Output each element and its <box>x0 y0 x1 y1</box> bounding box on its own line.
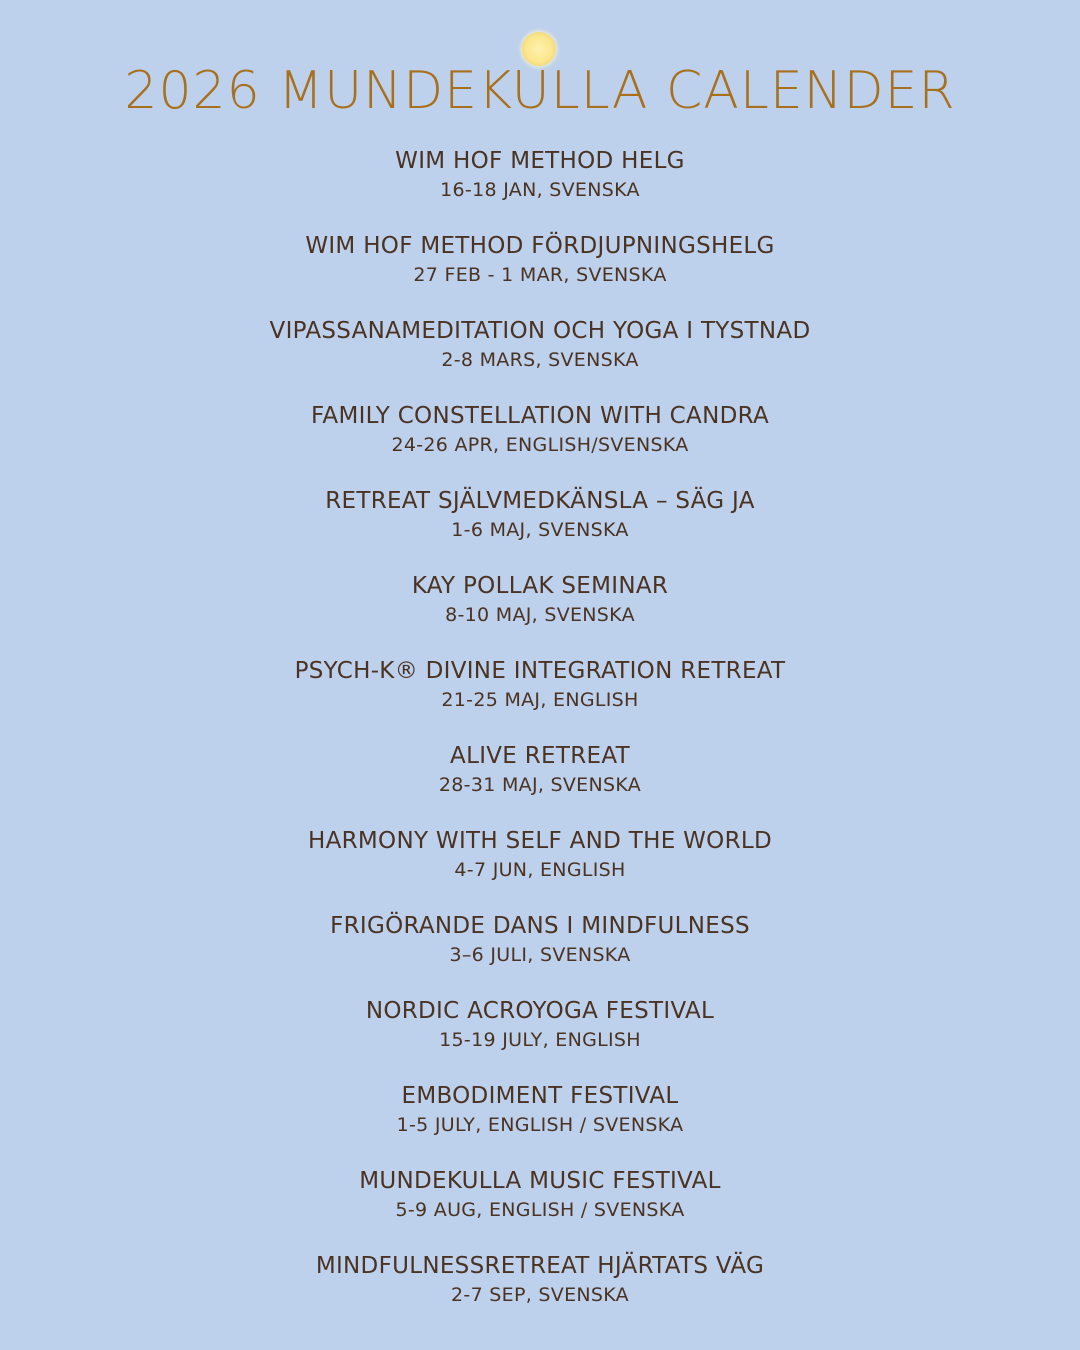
event-name: RETREAT SJÄLVMEDKÄNSLA – SÄG JA <box>325 488 755 514</box>
event-details: 27 FEB - 1 MAR, SVENSKA <box>413 264 667 286</box>
event-name: VIPASSANAMEDITATION OCH YOGA I TYSTNAD <box>269 318 811 344</box>
event-item <box>0 1250 1080 1335</box>
event-name: NORDIC ACROYOGA FESTIVAL <box>365 998 715 1024</box>
event-item <box>0 995 1080 1080</box>
event-item <box>0 570 1080 655</box>
event-name: WIM HOF METHOD FÖRDJUPNINGSHELG <box>305 233 775 259</box>
event-details: 28-31 MAJ, SVENSKA <box>438 774 642 796</box>
event-name: KAY POLLAK SEMINAR <box>411 573 669 599</box>
page-title: 2026 MUNDEKULLA CALENDER <box>124 61 956 121</box>
event-details: 3–6 JULI, SVENSKA <box>449 944 631 966</box>
event-item <box>0 740 1080 825</box>
event-name: HARMONY WITH SELF AND THE WORLD <box>308 828 772 854</box>
event-details: 24-26 APR, ENGLISH/SVENSKA <box>391 434 689 456</box>
event-details: 15-19 JULY, ENGLISH <box>439 1029 641 1051</box>
event-list <box>0 145 1080 1335</box>
event-details: 21-25 MAJ, ENGLISH <box>441 689 639 711</box>
event-item <box>0 485 1080 570</box>
event-details: 4-7 JUN, ENGLISH <box>454 859 626 881</box>
event-item <box>0 1165 1080 1250</box>
event-item <box>0 400 1080 485</box>
event-details: 8-10 MAJ, SVENSKA <box>445 604 635 626</box>
event-item <box>0 145 1080 230</box>
event-item <box>0 655 1080 740</box>
event-details: 16-18 JAN, SVENSKA <box>440 179 640 201</box>
event-item <box>0 315 1080 400</box>
event-name: FRIGÖRANDE DANS I MINDFULNESS <box>330 913 750 939</box>
event-item <box>0 230 1080 315</box>
event-name: EMBODIMENT FESTIVAL <box>401 1083 679 1109</box>
event-item <box>0 1080 1080 1165</box>
event-name: WIM HOF METHOD HELG <box>395 148 685 174</box>
event-item <box>0 825 1080 910</box>
event-item <box>0 910 1080 995</box>
event-details: 2-7 SEP, SVENSKA <box>451 1284 629 1306</box>
event-details: 1-6 MAJ, SVENSKA <box>451 519 629 541</box>
event-details: 2-8 MARS, SVENSKA <box>441 349 639 371</box>
event-details: 1-5 JULY, ENGLISH / SVENSKA <box>396 1114 684 1136</box>
event-name: ALIVE RETREAT <box>450 743 630 769</box>
event-name: MUNDEKULLA MUSIC FESTIVAL <box>359 1168 721 1194</box>
event-name: MINDFULNESSRETREAT HJÄRTATS VÄG <box>315 1253 765 1279</box>
event-name: PSYCH-K® DIVINE INTEGRATION RETREAT <box>294 658 786 684</box>
event-details: 5-9 AUG, ENGLISH / SVENSKA <box>395 1199 685 1221</box>
event-name: FAMILY CONSTELLATION WITH CANDRA <box>311 403 769 429</box>
